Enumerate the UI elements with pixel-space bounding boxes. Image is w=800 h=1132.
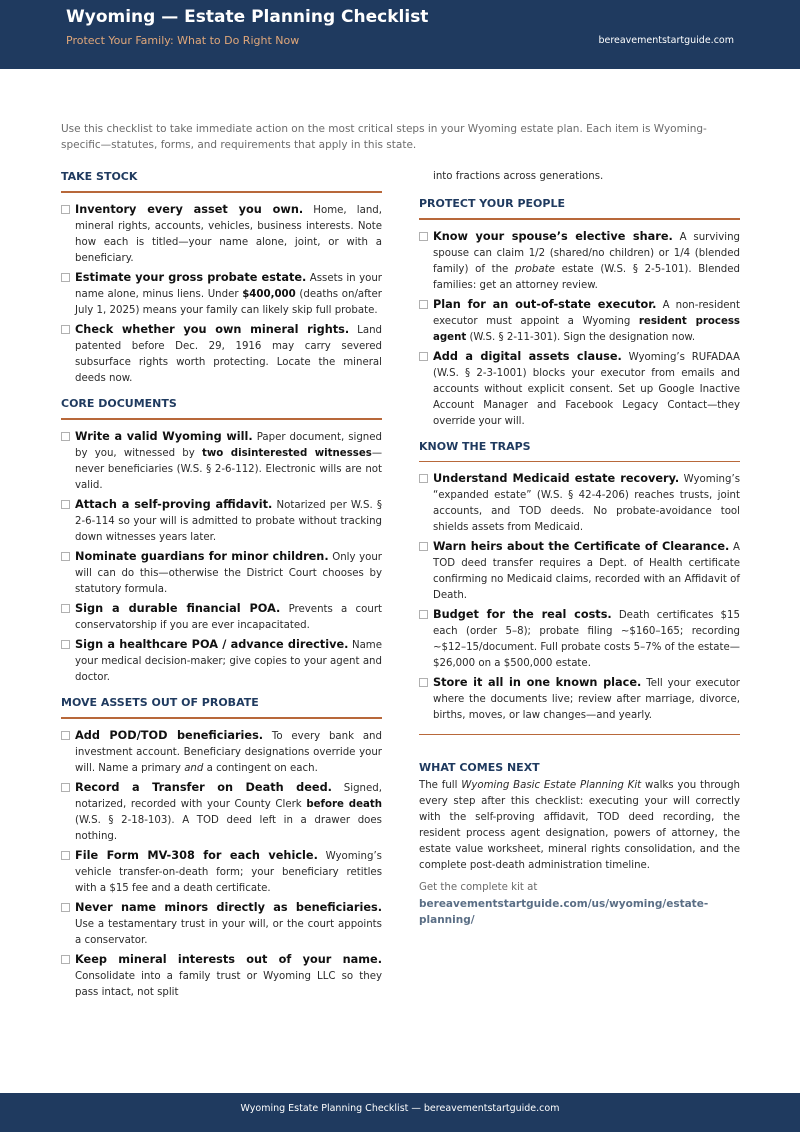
- item-text: —never beneficiaries (W.S. § 2-6-112). Electronic wills are not valid.: [75, 448, 382, 491]
- checklist-item: [61, 549, 382, 598]
- item-heading: Know your spouse’s elective share.: [433, 230, 673, 243]
- checklist-item: [61, 637, 382, 686]
- right-column: [419, 170, 740, 928]
- item-heading: Add a digital assets clause.: [433, 350, 622, 363]
- page-title: Wyoming — Estate Planning Checklist: [66, 7, 429, 27]
- item-heading: Keep mineral interests out of your name.: [75, 953, 382, 966]
- left-column: [61, 170, 382, 1011]
- item-text: (W.S. § 2-11-301). Sign the designation now.: [466, 332, 696, 343]
- checklist-item: [61, 848, 382, 897]
- item-emphasis: and: [184, 763, 204, 774]
- item-heading: Understand Medicaid estate recovery.: [433, 472, 680, 485]
- item-text: (deaths on/after July 1, 2025) means your family can likely skip full probate.: [75, 289, 382, 316]
- item-text: Assets in your name alone, minus liens. Under: [75, 273, 382, 300]
- item-emphasis: $400,000: [242, 289, 296, 300]
- checklist-item: [419, 607, 740, 672]
- checkbox-icon[interactable]: [61, 500, 70, 509]
- checkbox-icon[interactable]: [61, 273, 70, 282]
- page-header: [0, 0, 800, 69]
- item-heading: Plan for an out-of-state executor.: [433, 298, 657, 311]
- section-take-stock: [61, 170, 382, 387]
- item-heading: Check whether you own mineral rights.: [75, 323, 350, 336]
- next-text: [419, 778, 740, 874]
- item-continuation: into fractions across generations.: [433, 171, 604, 182]
- checklist-item: [61, 780, 382, 845]
- section-move-assets: [61, 696, 382, 1001]
- checkbox-icon[interactable]: [419, 542, 428, 551]
- item-text: Consolidate into a family trust or Wyoming LLC so they pass intact, not split: [75, 971, 382, 998]
- checklist-item: [419, 471, 740, 536]
- item-heading: Sign a healthcare POA / advance directive.: [75, 638, 349, 651]
- checklist-item: [61, 270, 382, 319]
- checklist-item: [61, 601, 382, 634]
- item-heading: Inventory every asset you own.: [75, 203, 304, 216]
- checkbox-icon[interactable]: [419, 474, 428, 483]
- checkbox-icon[interactable]: [419, 352, 428, 361]
- item-text: Use a testamentary trust in your will, or the court appoints a conservator.: [75, 919, 382, 946]
- item-heading: Record a Transfer on Death deed.: [75, 781, 332, 794]
- checkbox-icon[interactable]: [419, 678, 428, 687]
- checkbox-icon[interactable]: [61, 640, 70, 649]
- checkbox-icon[interactable]: [61, 604, 70, 613]
- checkbox-icon[interactable]: [419, 300, 428, 309]
- checkbox-icon[interactable]: [61, 432, 70, 441]
- section-title: MOVE ASSETS OUT OF PROBATE: [61, 696, 259, 709]
- checklist-item: [61, 497, 382, 546]
- item-heading: Store it all in one known place.: [433, 676, 642, 689]
- item-text: Notarized per W.S. § 2-6-114 so your will is admitted to probate without tracking down witnesses years later.: [75, 500, 382, 543]
- section-title: WHAT COMES NEXT: [419, 761, 540, 774]
- item-heading: Nominate guardians for minor children.: [75, 550, 329, 563]
- checklist-item: [61, 429, 382, 494]
- item-text: estate (W.S. § 2-5-101). Blended families: get an attorney review.: [433, 264, 741, 291]
- section-divider: [61, 191, 382, 193]
- item-heading: Estimate your gross probate estate.: [75, 271, 307, 284]
- item-text: a contingent on each.: [203, 763, 318, 774]
- kit-link[interactable]: bereavementstartguide.com/us/wyoming/estate-planning/: [419, 898, 709, 926]
- section-title: TAKE STOCK: [61, 170, 138, 183]
- section-divider: [419, 734, 740, 735]
- item-text: A non-resident executor must appoint a Wyoming: [433, 300, 741, 327]
- checkbox-icon[interactable]: [61, 205, 70, 214]
- what-comes-next: [419, 761, 740, 928]
- section-divider: [419, 461, 740, 462]
- page-subtitle: Protect Your Family: What to Do Right Now: [66, 34, 300, 47]
- section-know-traps: [419, 440, 740, 724]
- item-emphasis: probate: [515, 264, 555, 275]
- checklist-item: [419, 675, 740, 724]
- item-emphasis: two disinterested witnesses: [202, 448, 372, 459]
- checkbox-icon[interactable]: [61, 552, 70, 561]
- item-text: Paper document, signed by you, witnessed by: [75, 432, 382, 459]
- checklist-item: [61, 952, 382, 1001]
- item-text: Wyoming’s vehicle transfer-on-death form; your beneficiary retitles with a $15 fee and a death certificate.: [75, 851, 382, 894]
- item-text: Wyoming’s RUFADAA (W.S. § 2-3-1001) blocks your executor from emails and accounts without explicit consent. Set up Google Inactive Account Manager and Facebook Legacy Contact—they override your will.: [433, 352, 741, 427]
- checkbox-icon[interactable]: [61, 783, 70, 792]
- next-text-part: The full: [419, 780, 462, 791]
- item-text: Only your will can do this—otherwise the District Court chooses by statutory formula.: [75, 552, 382, 595]
- item-text: Name your medical decision-maker; give copies to your agent and doctor.: [75, 640, 383, 683]
- checklist-item: [61, 728, 382, 777]
- page-footer: [0, 1093, 800, 1132]
- item-heading: File Form MV-308 for each vehicle.: [75, 849, 318, 862]
- checklist-item: [419, 349, 740, 430]
- item-heading: Sign a durable financial POA.: [75, 602, 281, 615]
- section-title: PROTECT YOUR PEOPLE: [419, 197, 565, 210]
- item-text: Tell your executor where the documents live; review after marriage, divorce, births, moves, or law changes—and yearly.: [433, 678, 740, 721]
- section-title: KNOW THE TRAPS: [419, 440, 531, 453]
- section-divider: [61, 418, 382, 420]
- intro-text: Use this checklist to take immediate action on the most critical steps in your Wyoming estate plan. Each item is Wyoming-specific—statutes, forms, and requirements that apply in this state.: [61, 123, 707, 151]
- section-title: CORE DOCUMENTS: [61, 397, 177, 410]
- item-heading: Add POD/TOD beneficiaries.: [75, 729, 264, 742]
- checklist-item: [61, 900, 382, 949]
- checkbox-icon[interactable]: [61, 325, 70, 334]
- header-site: bereavementstartguide.com: [598, 35, 734, 46]
- checkbox-icon[interactable]: [419, 610, 428, 619]
- item-text: Signed, notarized, recorded with your County Clerk: [75, 783, 382, 810]
- section-divider: [61, 717, 382, 719]
- item-emphasis: before death: [306, 799, 382, 810]
- item-heading: Write a valid Wyoming will.: [75, 430, 253, 443]
- checkbox-icon[interactable]: [61, 955, 70, 964]
- section-divider: [419, 218, 740, 220]
- checkbox-icon[interactable]: [61, 731, 70, 740]
- next-text-part: walks you through every step after this checklist: executing your will correctly with the self-proving affidavit, TOD deed recording, the resident process agent designation, powers of attorney, the estate value worksheet, mineral rights consolidation, and the complete post-death administration timeline.: [419, 780, 740, 871]
- item-text: Death certificates $15 each (order 5–8); probate filing ~$160–165; recording ~$12–15/document. Full probate costs 5–7% of the estate—$26,000 on a $500,000 estate.: [433, 610, 740, 669]
- item-heading: Never name minors directly as beneficiaries.: [75, 901, 382, 914]
- section-protect-people: [419, 197, 740, 430]
- item-heading: Attach a self-proving affidavit.: [75, 498, 273, 511]
- checkbox-icon[interactable]: [61, 903, 70, 912]
- checklist-item: [419, 539, 740, 604]
- kit-label: Get the complete kit at: [419, 882, 538, 893]
- item-heading: Budget for the real costs.: [433, 608, 612, 621]
- checklist-item: [61, 322, 382, 387]
- section-core-documents: [61, 397, 382, 686]
- item-emphasis: resident process agent: [433, 316, 740, 343]
- checklist-item: [61, 202, 382, 267]
- footer-text: Wyoming Estate Planning Checklist — bereavementstartguide.com: [240, 1103, 560, 1114]
- item-text: Prevents a court conservatorship if you are ever incapacitated.: [75, 604, 383, 631]
- checklist-item: [419, 297, 740, 346]
- kit-name: Wyoming Basic Estate Planning Kit: [461, 780, 642, 791]
- checkbox-icon[interactable]: [61, 851, 70, 860]
- checkbox-icon[interactable]: [419, 232, 428, 241]
- checklist-item: [419, 229, 740, 294]
- item-heading: Warn heirs about the Certificate of Clearance.: [433, 540, 730, 553]
- item-text: To every bank and investment account. Beneficiary designations override your will. Name a primary: [75, 731, 382, 774]
- item-text: (W.S. § 2-18-103). A TOD deed left in a drawer does nothing.: [75, 815, 382, 842]
- item-text: A TOD deed transfer requires a Dept. of Health certificate confirming no Medicaid claims, recorded with an Affidavit of Death.: [433, 542, 740, 601]
- item-text: A surviving spouse can claim 1/2 (shared/no children) or 1/4 (blended family) of the: [433, 232, 740, 275]
- item-text: Wyoming’s “expanded estate” (W.S. § 42-4-206) reaches trusts, joint accounts, and TOD deeds. No probate-avoidance tool shields assets from Medicaid.: [433, 474, 740, 533]
- item-text: Home, land, mineral rights, accounts, vehicles, business interests. Note how each is titled—your name alone, joint, or with a beneficiary.: [75, 205, 382, 264]
- item-text: Land patented before Dec. 29, 1916 may carry severed subsurface rights worth protecting. Locate the mineral deeds now.: [75, 325, 382, 384]
